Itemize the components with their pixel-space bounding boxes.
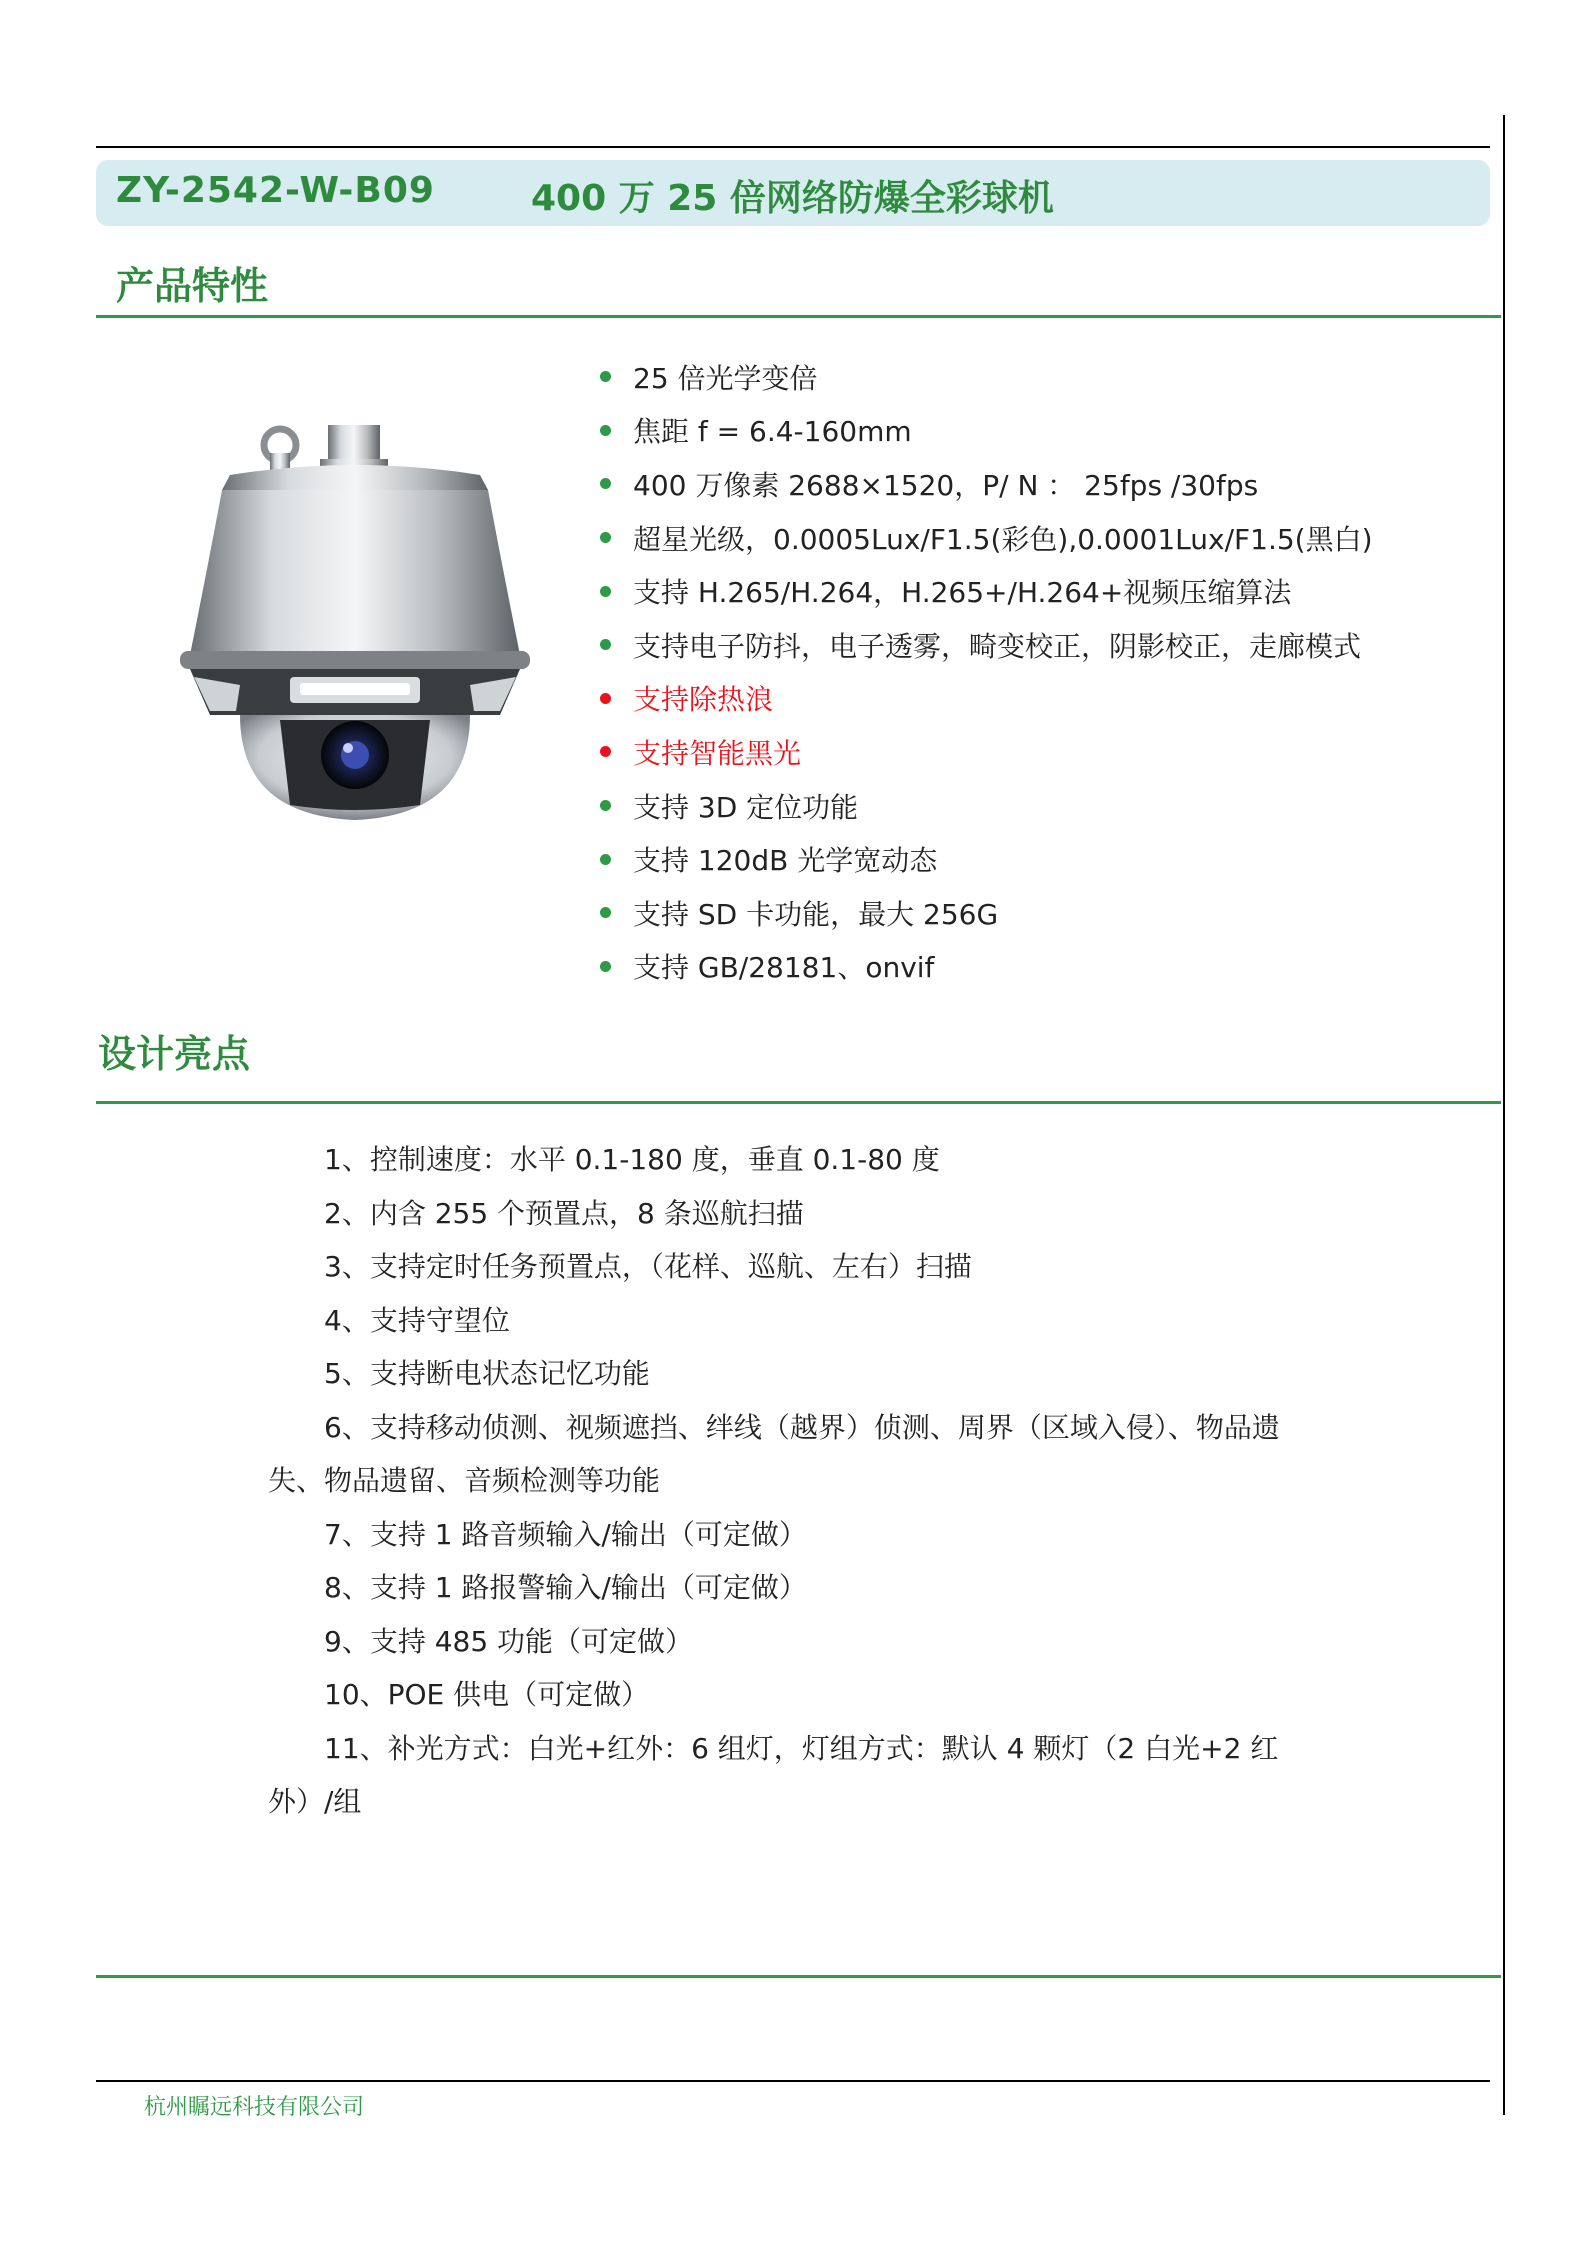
highlight-item: 2、内含 255 个预置点，8 条巡航扫描 [324, 1196, 804, 1230]
company-name: 杭州瞩远科技有限公司 [144, 2095, 365, 2120]
feature-item [600, 940, 1373, 994]
feature-item-highlight [600, 672, 1373, 726]
highlight-item: 5、支持断电状态记忆功能 [324, 1357, 650, 1390]
highlight-item: 1、控制速度：水平 0.1-180 度，垂直 0.1-80 度 [324, 1143, 940, 1176]
feature-text: 焦距 f = 6.4-160mm [633, 415, 912, 449]
highlight-item: 11、补光方式：白光+红外：6 组灯，灯组方式：默认 4 颗灯（2 白光+2 红外）/组 [268, 1731, 1279, 1818]
feature-text: 超星光级，0.0005Lux/F1.5(彩色),0.0001Lux/F1.5(黑白) [633, 522, 1373, 556]
feature-text: 支持 GB/28181、onvif [633, 951, 935, 985]
camera-image [170, 415, 540, 835]
bullet-icon [600, 478, 611, 489]
highlights-heading: 设计亮点 [98, 1032, 251, 1076]
bottom-green-rule [96, 1975, 1501, 1978]
features-list [600, 350, 1373, 993]
bullet-icon [600, 746, 611, 757]
bullet-icon [600, 907, 611, 918]
feature-text: 支持除热浪 [633, 683, 774, 717]
feature-item [600, 350, 1373, 404]
highlight-item: 9、支持 485 功能（可定做） [324, 1624, 694, 1658]
feature-text: 支持智能黑光 [633, 736, 802, 770]
feature-item [600, 404, 1373, 458]
highlight-item: 3、支持定时任务预置点，（花样、巡航、左右）扫描 [324, 1250, 972, 1283]
bullet-icon [600, 425, 611, 436]
feature-text: 25 倍光学变倍 [633, 361, 818, 395]
bullet-icon [600, 532, 611, 543]
feature-item-highlight [600, 725, 1373, 779]
model-number: ZY-2542-W-B09 [116, 170, 435, 211]
feature-text: 支持 120dB 光学宽动态 [633, 844, 938, 878]
feature-text: 支持 SD 卡功能，最大 256G [633, 897, 999, 931]
right-rule [1503, 115, 1505, 2115]
bullet-icon [600, 961, 611, 972]
highlight-item: 4、支持守望位 [324, 1303, 510, 1337]
feature-item [600, 832, 1373, 886]
highlight-item: 6、支持移动侦测、视频遮挡、绊线（越界）侦测、周界（区域入侵）、物品遗失、物品遗留、音频检测等功能 [268, 1410, 1280, 1497]
product-name: 400 万 25 倍网络防爆全彩球机 [531, 178, 1054, 219]
feature-text: 支持 H.265/H.264，H.265+/H.264+视频压缩算法 [633, 576, 1292, 610]
feature-item [600, 511, 1373, 565]
feature-item [600, 618, 1373, 672]
top-rule [96, 146, 1490, 148]
highlight-item: 10、POE 供电（可定做） [324, 1678, 650, 1711]
feature-item [600, 886, 1373, 940]
title-bar [96, 160, 1490, 226]
feature-item [600, 564, 1373, 618]
feature-text: 支持电子防抖，电子透雾，畸变校正，阴影校正，走廊模式 [633, 629, 1362, 663]
feature-item [600, 457, 1373, 511]
bullet-icon [600, 693, 611, 704]
highlights-rule [96, 1101, 1501, 1104]
feature-text: 支持 3D 定位功能 [633, 790, 859, 824]
feature-item [600, 779, 1373, 833]
highlight-item: 7、支持 1 路音频输入/输出（可定做） [324, 1517, 807, 1551]
feature-text: 400 万像素 2688×1520，P/ N ： 25fps /30fps [633, 468, 1259, 502]
bullet-icon [600, 854, 611, 865]
footer-rule [96, 2080, 1490, 2082]
bullet-icon [600, 586, 611, 597]
highlights-list [268, 1133, 1328, 1829]
bullet-icon [600, 371, 611, 382]
features-rule [96, 315, 1501, 318]
highlight-item: 8、支持 1 路报警输入/输出（可定做） [324, 1571, 807, 1604]
bullet-icon [600, 639, 611, 650]
bullet-icon [600, 800, 611, 811]
features-heading: 产品特性 [116, 264, 269, 308]
